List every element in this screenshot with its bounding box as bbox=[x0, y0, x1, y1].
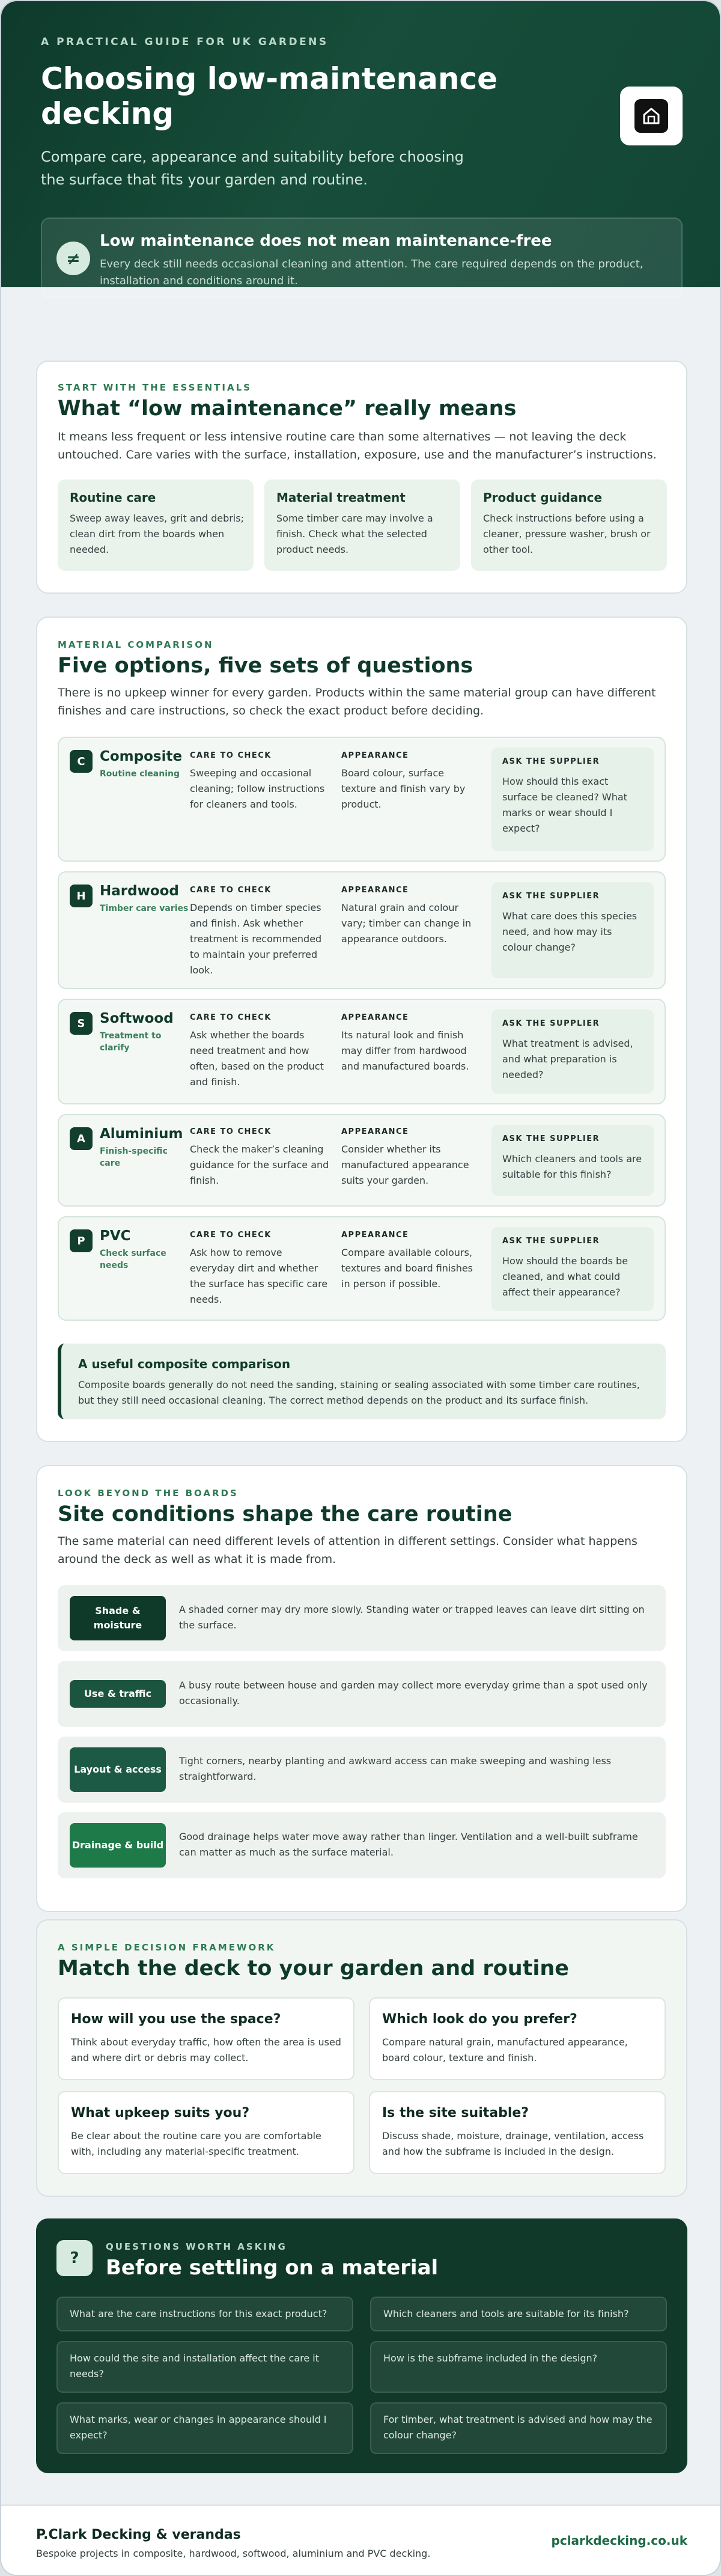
question-item: What marks, wear or changes in appearance should I expect? bbox=[56, 2402, 353, 2454]
appearance-heading: APPEARANCE bbox=[341, 1127, 409, 1136]
questions-panel bbox=[36, 2218, 687, 2473]
appearance-text: Consider whether its manufactured appearance suits your garden. bbox=[341, 1143, 469, 1186]
site-conditions-card bbox=[36, 1465, 687, 1912]
section-title: What “low maintenance” really means bbox=[58, 397, 517, 421]
site-text: Tight corners, nearby planting and awkward access can make sweeping and washing less straightforward. bbox=[179, 1755, 612, 1782]
appearance-heading: APPEARANCE bbox=[341, 751, 409, 760]
material-name: Softwood bbox=[100, 1011, 174, 1026]
material-tag: Timber care varies bbox=[100, 904, 189, 913]
care-heading: CARE TO CHECK bbox=[190, 1127, 272, 1136]
ask-text: How should the boards be cleaned, and what could affect their appearance? bbox=[502, 1255, 628, 1298]
ask-heading: ASK THE SUPPLIER bbox=[502, 1237, 600, 1246]
care-heading: CARE TO CHECK bbox=[190, 1231, 272, 1240]
material-row-pvc bbox=[58, 1216, 666, 1321]
site-text: A busy route between house and garden may collect more everyday grime than a spot used only occasionally. bbox=[179, 1679, 648, 1707]
decision-item bbox=[369, 1997, 666, 2080]
decision-item bbox=[369, 2091, 666, 2174]
material-name: Hardwood bbox=[100, 883, 179, 899]
essentials-card bbox=[36, 361, 687, 594]
material-row-hardwood bbox=[58, 871, 666, 989]
ask-supplier-panel bbox=[491, 1009, 654, 1094]
footer bbox=[1, 2504, 721, 2576]
material-tag: Treatment to clarify bbox=[100, 1031, 162, 1053]
ask-text: Which cleaners and tools are suitable for this finish? bbox=[502, 1153, 642, 1180]
site-item-traffic bbox=[58, 1661, 666, 1727]
material-tag: Finish-specific care bbox=[100, 1146, 168, 1168]
material-row-softwood bbox=[58, 999, 666, 1104]
site-chip: Layout & access bbox=[70, 1747, 166, 1792]
decision-text: Discuss shade, moisture, drainage, ventilation, access and how the subframe is included in the design. bbox=[382, 2130, 644, 2157]
appearance-heading: APPEARANCE bbox=[341, 1231, 409, 1240]
company-name: P.Clark Decking & verandas bbox=[36, 2527, 241, 2542]
ask-heading: ASK THE SUPPLIER bbox=[502, 1134, 600, 1143]
site-text: Good drainage helps water move away rather than linger. Ventilation and a well-built subframe can matter as much as the surface material. bbox=[179, 1831, 638, 1858]
appearance-text: Board colour, surface texture and finish vary by product. bbox=[341, 767, 466, 810]
material-tag: Check surface needs bbox=[100, 1249, 166, 1270]
appearance-text: Compare available colours, textures and board finishes in person if possible. bbox=[341, 1247, 473, 1290]
callout-text: Composite boards generally do not need the sanding, staining or sealing associated with some timber care routines, but they still need occasional cleaning. The correct method depends on the product and its surface finish. bbox=[78, 1379, 640, 1406]
site-chip: Use & traffic bbox=[70, 1680, 166, 1708]
site-chip: Shade & moisture bbox=[70, 1596, 166, 1640]
section-kicker: A SIMPLE DECISION FRAMEWORK bbox=[58, 1942, 276, 1953]
essential-item bbox=[264, 480, 460, 571]
material-badge: C bbox=[70, 750, 93, 773]
essential-text: Check instructions before using a cleaner, pressure washer, brush or other tool. bbox=[483, 513, 651, 555]
ask-supplier-panel bbox=[491, 748, 654, 851]
essential-title: Routine care bbox=[70, 490, 156, 505]
question-item: Which cleaners and tools are suitable for its finish? bbox=[370, 2297, 667, 2331]
care-text: Sweeping and occasional cleaning; follow instructions for cleaners and tools. bbox=[190, 767, 325, 810]
appearance-heading: APPEARANCE bbox=[341, 1013, 409, 1022]
appearance-text: Its natural look and finish may differ from hardwood and manufactured boards. bbox=[341, 1029, 469, 1072]
page-title: Choosing low-maintenance decking bbox=[41, 61, 497, 131]
decision-title: What upkeep suits you? bbox=[71, 2106, 250, 2121]
care-heading: CARE TO CHECK bbox=[190, 886, 272, 895]
ask-supplier-panel bbox=[491, 1227, 654, 1311]
ask-heading: ASK THE SUPPLIER bbox=[502, 757, 600, 766]
material-badge: S bbox=[70, 1012, 93, 1035]
material-badge: P bbox=[70, 1229, 93, 1252]
question-item: What are the care instructions for this exact product? bbox=[56, 2297, 353, 2331]
notice-title: Low maintenance does not mean maintenance-free bbox=[100, 232, 552, 250]
hero-banner bbox=[1, 1, 721, 287]
decision-title: Is the site suitable? bbox=[382, 2106, 529, 2121]
question-item: How could the site and installation affect the care it needs? bbox=[56, 2341, 353, 2393]
section-title: Site conditions shape the care routine bbox=[58, 1502, 513, 1526]
care-text: Check the maker’s cleaning guidance for the surface and finish. bbox=[190, 1143, 329, 1186]
ask-text: What treatment is advised, and what preparation is needed? bbox=[502, 1038, 633, 1080]
decision-text: Compare natural grain, manufactured appearance, board colour, texture and finish. bbox=[382, 2036, 628, 2063]
decision-item bbox=[58, 1997, 354, 2080]
essential-text: Some timber care may involve a finish. Check what the selected product needs. bbox=[276, 513, 433, 555]
material-tag: Routine cleaning bbox=[100, 769, 180, 779]
care-heading: CARE TO CHECK bbox=[190, 751, 272, 760]
appearance-heading: APPEARANCE bbox=[341, 886, 409, 895]
section-intro: The same material can need different levels of attention in different settings. Consider what happens around the deck as well as what it is made from. bbox=[58, 1535, 637, 1566]
decision-item bbox=[58, 2091, 354, 2174]
section-title: Match the deck to your garden and routine bbox=[58, 1956, 569, 1981]
house-icon bbox=[634, 99, 668, 133]
decision-card bbox=[36, 1919, 687, 2197]
site-chip: Drainage & build bbox=[70, 1823, 166, 1868]
ask-text: What care does this species need, and how may its colour change? bbox=[502, 910, 637, 953]
material-name: PVC bbox=[100, 1228, 131, 1244]
decision-title: Which look do you prefer? bbox=[382, 2012, 577, 2027]
company-description: Bespoke projects in composite, hardwood, softwood, aluminium and PVC decking. bbox=[36, 2548, 431, 2559]
questions-kicker: QUESTIONS WORTH ASKING bbox=[106, 2241, 287, 2252]
essential-text: Sweep away leaves, grit and debris; clean dirt from the boards when needed. bbox=[70, 513, 244, 555]
composite-callout bbox=[58, 1344, 666, 1419]
section-intro: There is no upkeep winner for every garden. Products within the same material group can have different finishes and care instructions, so check the exact product before deciding. bbox=[58, 686, 656, 717]
material-name: Composite bbox=[100, 749, 183, 764]
essential-title: Material treatment bbox=[276, 490, 406, 505]
section-kicker: START WITH THE ESSENTIALS bbox=[58, 382, 252, 393]
care-text: Ask how to remove everyday dirt and whether the surface has specific care needs. bbox=[190, 1247, 328, 1305]
notice-panel bbox=[41, 218, 683, 298]
question-icon: ? bbox=[56, 2240, 93, 2276]
section-intro: It means less frequent or less intensive routine care than some alternatives — not leaving the deck untouched. Care varies with the surface, installation, exposure, use and the manufacturer’s instructions. bbox=[58, 430, 657, 461]
section-kicker: MATERIAL COMPARISON bbox=[58, 639, 214, 650]
questions-title: Before settling on a material bbox=[106, 2256, 439, 2280]
hero-kicker: A PRACTICAL GUIDE FOR UK GARDENS bbox=[41, 36, 329, 48]
logo bbox=[620, 87, 683, 145]
question-item: How is the subframe included in the design? bbox=[370, 2341, 667, 2393]
ask-text: How should this exact surface be cleaned? What marks or wear should I expect? bbox=[502, 776, 627, 834]
material-name: Aluminium bbox=[100, 1126, 183, 1142]
callout-title: A useful composite comparison bbox=[78, 1357, 291, 1371]
essential-title: Product guidance bbox=[483, 490, 603, 505]
decision-text: Be clear about the routine care you are comfortable with, including any material-specific treatment. bbox=[71, 2130, 321, 2157]
ask-heading: ASK THE SUPPLIER bbox=[502, 1019, 600, 1028]
site-item-layout bbox=[58, 1737, 666, 1803]
essential-item bbox=[58, 480, 254, 571]
essential-item bbox=[471, 480, 667, 571]
hero-subtitle: Compare care, appearance and suitability before choosing the surface that fits your garden and routine. bbox=[41, 148, 464, 188]
decision-title: How will you use the space? bbox=[71, 2012, 281, 2027]
section-kicker: LOOK BEYOND THE BOARDS bbox=[58, 1488, 239, 1499]
question-item: For timber, what treatment is advised and how may the colour change? bbox=[370, 2402, 667, 2454]
ask-heading: ASK THE SUPPLIER bbox=[502, 892, 600, 901]
material-row-composite bbox=[58, 737, 666, 862]
site-text: A shaded corner may dry more slowly. Standing water or trapped leaves can leave dirt sitting on the surface. bbox=[179, 1604, 645, 1631]
material-badge: H bbox=[70, 885, 93, 907]
not-equal-icon: ≠ bbox=[56, 242, 90, 275]
appearance-text: Natural grain and colour vary; timber can change in appearance outdoors. bbox=[341, 902, 472, 945]
material-badge: A bbox=[70, 1127, 93, 1150]
care-heading: CARE TO CHECK bbox=[190, 1013, 272, 1022]
site-item-drainage bbox=[58, 1812, 666, 1878]
care-text: Ask whether the boards need treatment and how often, based on the product and finish. bbox=[190, 1029, 324, 1088]
care-text: Depends on timber species and finish. Ask whether treatment is recommended to maintain your preferred look. bbox=[190, 902, 322, 976]
website-link[interactable]: pclarkdecking.co.uk bbox=[551, 2533, 687, 2548]
section-title: Five options, five sets of questions bbox=[58, 654, 473, 678]
decision-text: Think about everyday traffic, how often the area is used and where dirt or debris may collect. bbox=[71, 2036, 341, 2063]
notice-text: Every deck still needs occasional cleaning and attention. The care required depends on the product, installation and conditions around it. bbox=[100, 258, 643, 287]
material-row-aluminium bbox=[58, 1114, 666, 1207]
ask-supplier-panel bbox=[491, 1125, 654, 1196]
ask-supplier-panel bbox=[491, 882, 654, 978]
materials-card bbox=[36, 617, 687, 1442]
site-item-shade bbox=[58, 1585, 666, 1651]
